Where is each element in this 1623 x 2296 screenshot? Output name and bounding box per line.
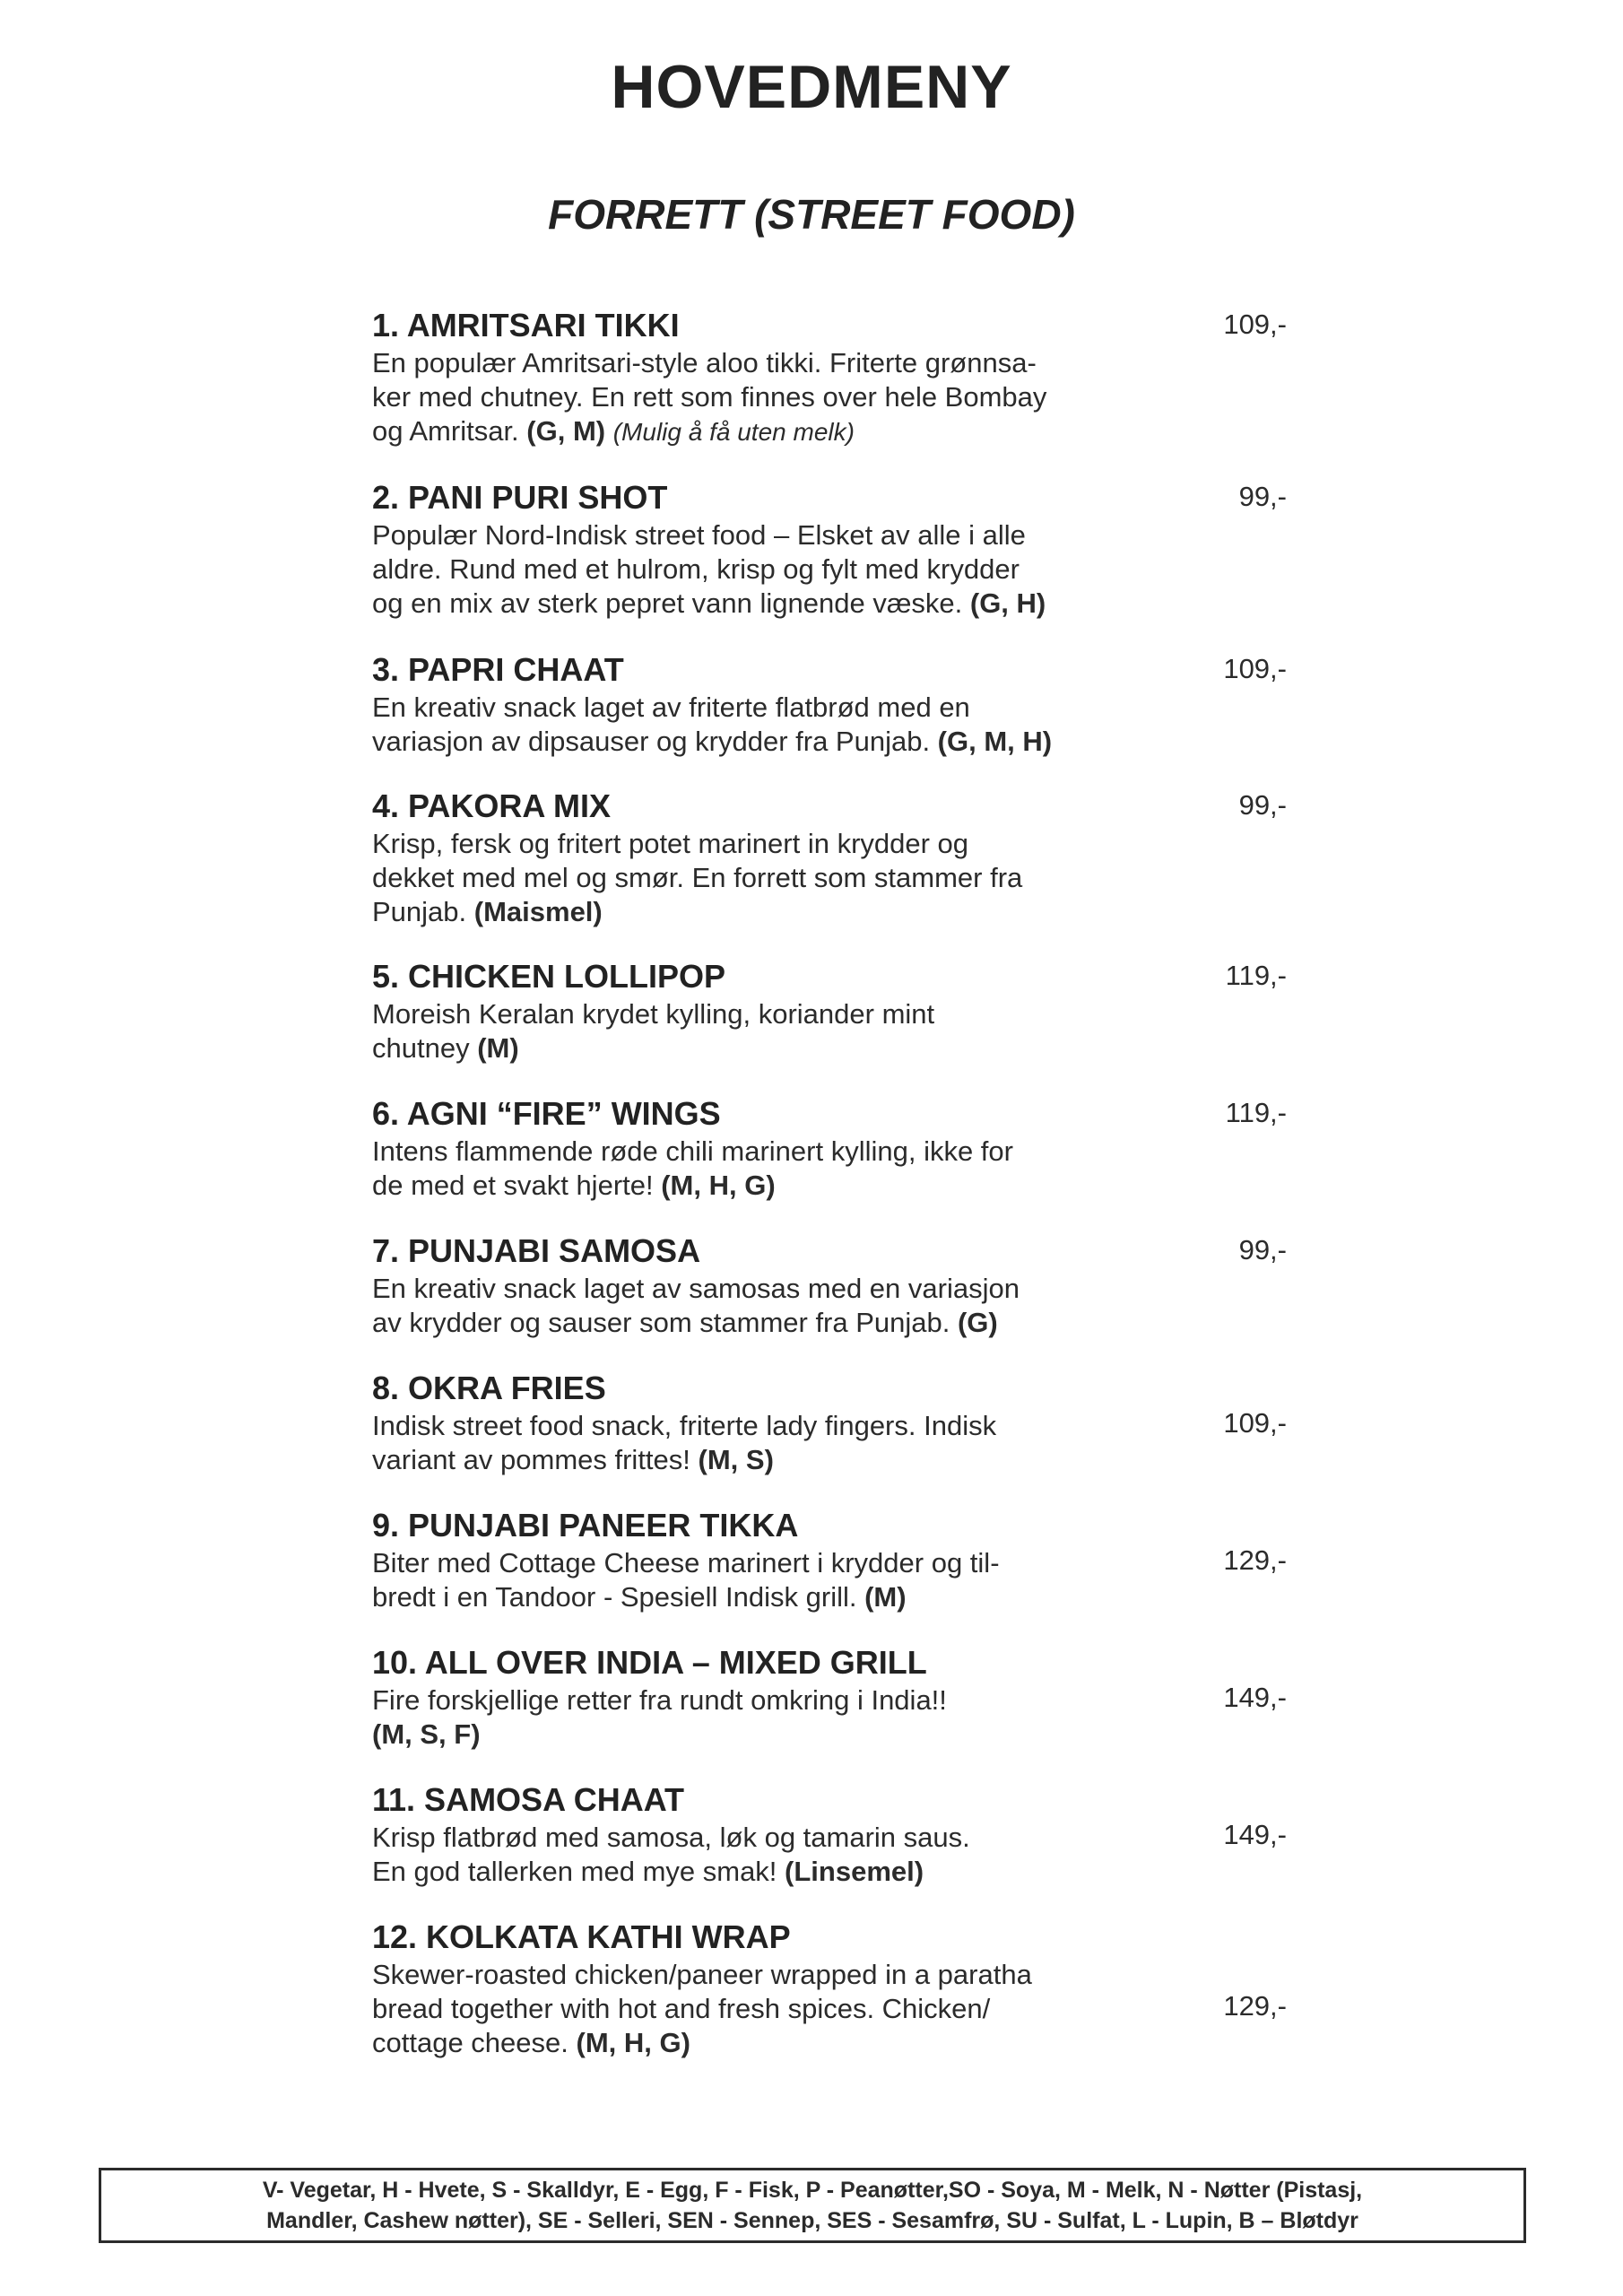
item-price: 129,- [1223,1990,1287,2022]
menu-list [372,305,1287,2087]
item-note: (Mulig å få uten melk) [612,418,855,446]
item-description: Krisp flatbrød med samosa, løk og tamarin saus. En god tallerken med mye smak! (Linsemel) [372,1822,970,1887]
menu-item [372,786,1287,956]
allergen-legend [99,2168,1526,2243]
item-description: Moreish Keralan krydet kylling, koriander mint chutney (M) [372,998,935,1064]
item-description: Skewer-roasted chicken/paneer wrapped in a paratha bread together with hot and fresh spices. Chicken/ cottage cheese. (M, H, G) [372,1959,1032,2058]
menu-item [372,1779,1287,1917]
item-allergens: (M, S) [698,1444,774,1475]
item-description: Intens flammende røde chili marinert kylling, ikke for de med et svakt hjerte! (M, H, G) [372,1135,1013,1201]
item-name: 4. PAKORA MIX [372,787,612,824]
menu-item [372,1505,1287,1642]
menu-item [372,1642,1287,1779]
item-name: 10. ALL OVER INDIA – MIXED GRILL [372,1644,927,1681]
menu-item [372,305,1287,477]
item-description: Fire forskjellige retter fra rundt omkring i India!! (M, S, F) [372,1684,947,1750]
menu-item [372,649,1287,786]
item-name: 6. AGNI “FIRE” WINGS [372,1095,721,1132]
item-allergens: (M, H, G) [661,1170,776,1201]
menu-item [372,1231,1287,1368]
item-price: 109,- [1223,1407,1287,1439]
item-allergens: (G, H) [969,587,1046,619]
menu-item [372,1368,1287,1505]
item-price: 149,- [1223,1819,1287,1850]
page-title: HOVEDMENY [611,53,1012,121]
item-allergens: (G, M) [526,415,606,447]
section-title: FORRETT (STREET FOOD) [548,191,1075,238]
item-price: 99,- [1238,481,1287,512]
item-name: 8. OKRA FRIES [372,1370,606,1406]
item-allergens: (M, S, F) [372,1718,481,1750]
item-description: En kreativ snack laget av friterte flatbrød med en variasjon av dipsauser og krydder fra Punjab. (G, M, H) [372,691,1053,757]
item-name: 7. PUNJABI SAMOSA [372,1232,701,1269]
item-price: 149,- [1223,1682,1287,1713]
item-price: 119,- [1225,960,1287,991]
menu-item [372,1093,1287,1231]
item-name: 2. PANI PURI SHOT [372,479,668,516]
item-price: 109,- [1223,309,1287,340]
item-name: 12. KOLKATA KATHI WRAP [372,1918,791,1955]
item-allergens: (G) [957,1307,998,1338]
item-allergens: (G, M, H) [937,726,1053,757]
item-description: En populær Amritsari-style aloo tikki. Friterte grønnsa- ker med chutney. En rett som finnes over hele Bombay og Amritsar. (G, M) (Mulig å få uten melk) [372,347,1047,447]
menu-item [372,477,1287,649]
item-description: Biter med Cottage Cheese marinert i krydder og til- bredt i en Tandoor - Spesiell Indisk grill. (M) [372,1547,1000,1613]
item-name: 11. SAMOSA CHAAT [372,1781,685,1818]
item-price: 109,- [1223,653,1287,684]
item-name: 9. PUNJABI PANEER TIKKA [372,1507,799,1544]
item-name: 5. CHICKEN LOLLIPOP [372,958,726,995]
item-allergens: (M, H, G) [576,2027,690,2058]
item-price: 119,- [1225,1097,1287,1128]
item-name: 3. PAPRI CHAAT [372,651,624,688]
allergen-legend-line-1: V- Vegetar, H - Hvete, S - Skalldyr, E - Egg, F - Fisk, P - Peanøtter,SO - Soya, M - Melk, N - Nøtter (Pistasj, [262,2178,1363,2203]
item-name: 1. AMRITSARI TIKKI [372,307,680,344]
item-allergens: (M) [864,1581,907,1613]
item-allergens: (M) [477,1032,519,1064]
menu-item [372,956,1287,1093]
item-description: En kreativ snack laget av samosas med en variasjon av krydder og sauser som stammer fra Punjab. (G) [372,1273,1020,1338]
item-description: Krisp, fersk og fritert potet marinert in krydder og dekket med mel og smør. En forrett som stammer fra Punjab. (Maismel) [372,828,1023,927]
item-price: 129,- [1223,1544,1287,1576]
item-allergens: (Maismel) [473,896,603,927]
allergen-legend-line-2: Mandler, Cashew nøtter), SE - Selleri, SEN - Sennep, SES - Sesamfrø, SU - Sulfat, L - Lupin, B – Bløtdyr [266,2208,1358,2233]
item-price: 99,- [1238,1234,1287,1265]
item-description: Populær Nord-Indisk street food – Elsket av alle i alle aldre. Rund med et hulrom, krisp og fylt med krydder og en mix av sterk pepret vann lignende væske. (G, H) [372,519,1046,619]
item-price: 99,- [1238,789,1287,821]
item-allergens: (Linsemel) [785,1856,924,1887]
menu-item [372,1917,1287,2087]
item-description: Indisk street food snack, friterte lady fingers. Indisk variant av pommes frittes! (M, S) [372,1410,997,1475]
